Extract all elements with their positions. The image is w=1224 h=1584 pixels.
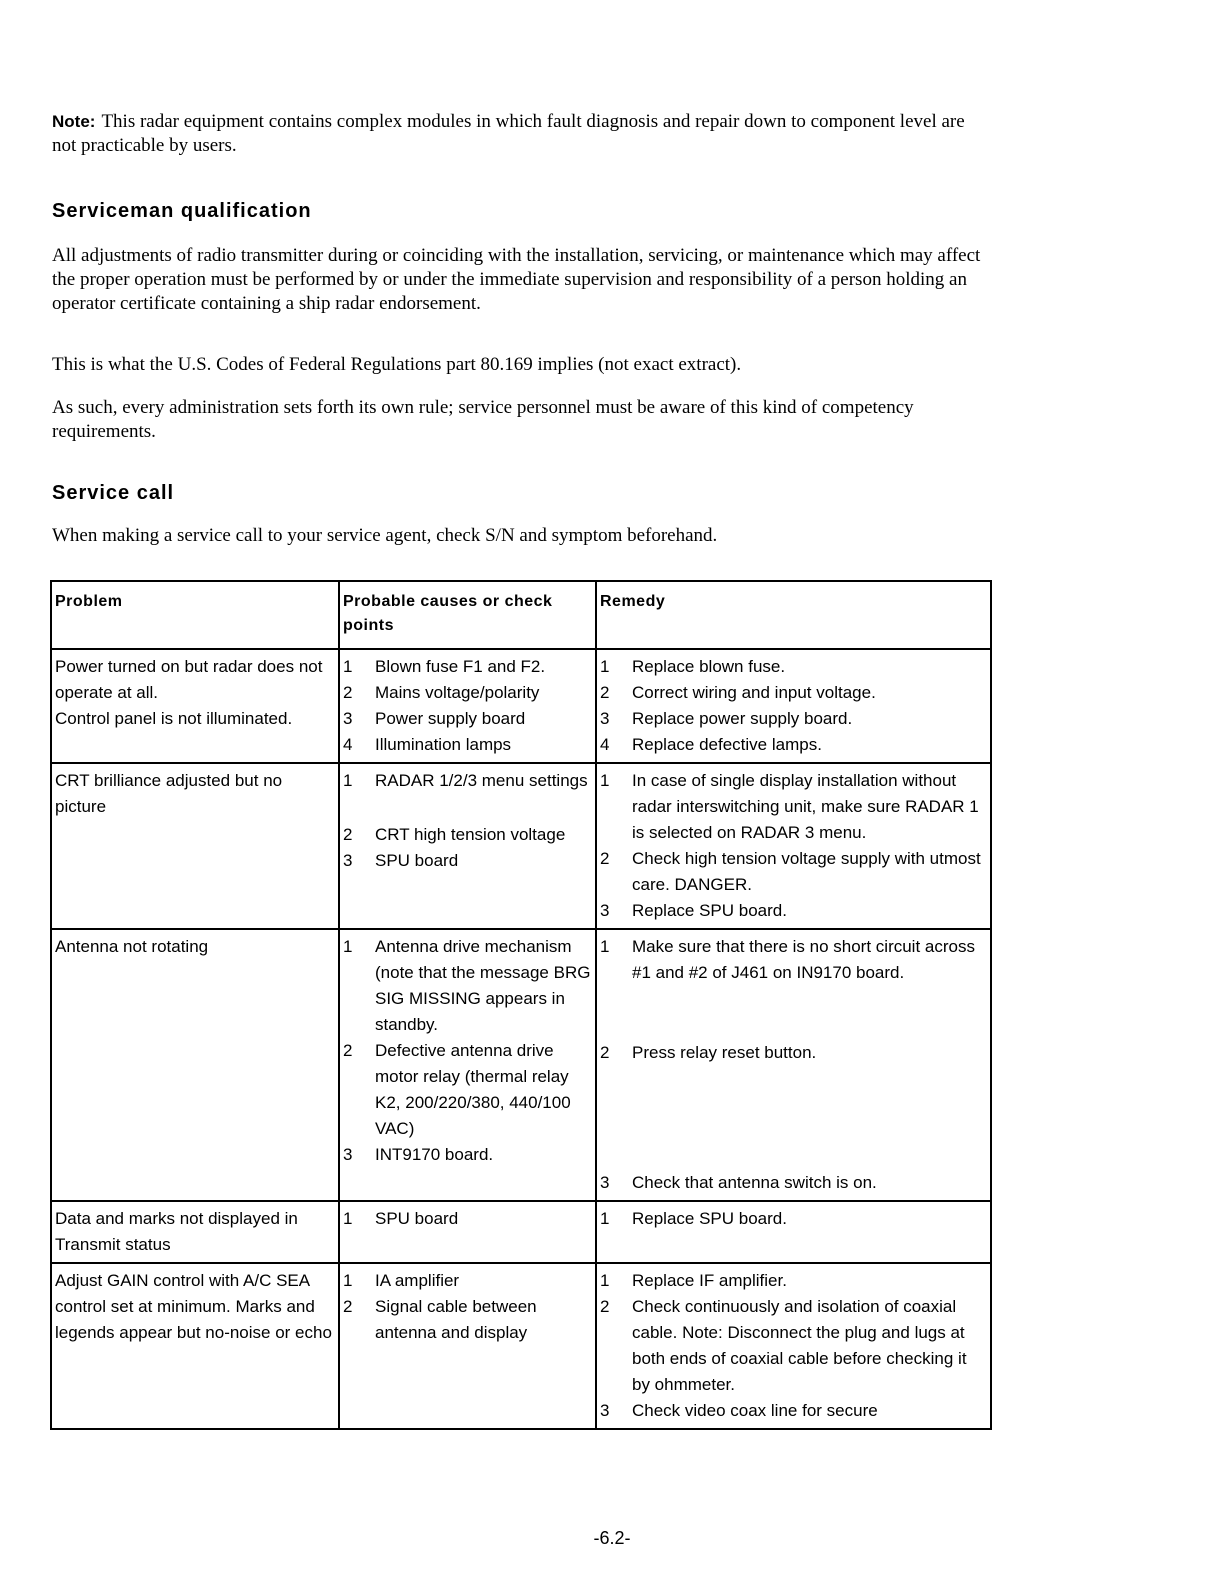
remedy-item [600,1206,987,1232]
problem-text: Adjust GAIN control with A/C SEA control set at minimum. Marks and legends appear but no-noise or echo [55,1271,332,1342]
remedy-item [600,768,987,846]
cause-item [343,768,592,794]
remedy-text: Correct wiring and input voltage. [632,683,876,702]
remedy-cell [596,929,991,1201]
remedy-item [600,654,987,680]
remedy-item [600,934,987,986]
remedy-text: Check continuously and isolation of coaxial cable. Note: Disconnect the plug and lugs at both ends of coaxial cable before checking it by ohmmeter. [632,1297,967,1394]
remedy-item [600,732,987,758]
remedy-number: 2 [600,849,610,868]
cause-number: 1 [343,1209,353,1228]
table-row [51,929,991,1201]
cause-text: Mains voltage/polarity [375,683,540,702]
problem-text: CRT brilliance adjusted but no picture [55,771,283,816]
cause-item [343,1294,592,1346]
cause-number: 2 [343,1297,353,1316]
cause-item [343,848,592,874]
remedy-text: Replace defective lamps. [632,735,822,754]
qualification-paragraph-1: All adjustments of radio transmitter during or coinciding with the installation, servicing, or maintenance which may affect the proper operation must be performed by or under the immediate supervision and responsibility of a person holding an operator certificate containing a ship radar endorsement. [52,245,981,314]
remedy-cell [596,649,991,763]
cause-number: 1 [343,771,353,790]
cause-item [343,680,592,706]
cause-item [343,1268,592,1294]
note-paragraph [52,110,992,158]
cause-item [343,732,592,758]
table-header-row [51,581,991,649]
serviceman-qualification-heading: Serviceman qualification [52,200,312,222]
remedy-number: 1 [600,771,610,790]
remedy-number: 1 [600,1271,610,1290]
note-text: This radar equipment contains complex modules in which fault diagnosis and repair down to component level are not practicable by users. [52,111,965,156]
cause-text: Signal cable between antenna and display [375,1297,537,1342]
remedy-number: 1 [600,937,610,956]
cause-text: Antenna drive mechanism (note that the message BRG SIG MISSING appears in standby. [375,937,591,1034]
cause-number: 3 [343,1145,353,1164]
cause-text: SPU board [375,1209,459,1228]
remedy-number: 1 [600,657,610,676]
remedy-item [600,1170,987,1196]
remedy-cell [596,1201,991,1263]
cause-number: 1 [343,937,353,956]
remedy-number: 3 [600,1173,610,1192]
cause-number: 4 [343,735,353,754]
problem-cell [51,929,339,1201]
qualification-paragraph-3: As such, every administration sets forth its own rule; service personnel must be aware of this kind of competency requirements. [52,397,914,442]
header-remedy: Remedy [596,581,991,649]
remedy-text: Check that antenna switch is on. [632,1173,877,1192]
qualification-paragraph-2: This is what the U.S. Codes of Federal Regulations part 80.169 implies (not exact extract). [52,354,742,375]
note-label: Note: [52,112,96,131]
problem-cell [51,763,339,929]
remedy-number: 3 [600,709,610,728]
remedy-number: 1 [600,1209,610,1228]
spacer [343,794,592,822]
causes-cell [339,1263,596,1429]
header-problem: Problem [51,581,339,649]
spacer [600,986,987,1040]
problem-text: Power turned on but radar does not operate at all. [55,657,323,702]
cause-item [343,1142,592,1168]
remedy-number: 3 [600,1401,610,1420]
remedy-text: Make sure that there is no short circuit across #1 and #2 of J461 on IN9170 board. [632,937,975,982]
cause-text: Illumination lamps [375,735,512,754]
remedy-item [600,1294,987,1398]
remedy-number: 4 [600,735,610,754]
remedy-number: 3 [600,901,610,920]
remedy-text: Check high tension voltage supply with utmost care. DANGER. [632,849,981,894]
causes-cell [339,763,596,929]
cause-item [343,654,592,680]
remedy-text: Replace blown fuse. [632,657,786,676]
problem-text: Antenna not rotating [55,937,209,956]
cause-text: CRT high tension voltage [375,825,566,844]
table-row [51,649,991,763]
cause-text: Blown fuse F1 and F2. [375,657,546,676]
cause-text: Defective antenna drive motor relay (thermal relay K2, 200/220/380, 440/100 VAC) [375,1041,571,1138]
causes-cell [339,1201,596,1263]
cause-number: 2 [343,1041,353,1060]
cause-item [343,1206,592,1232]
table-row [51,763,991,929]
remedy-item [600,898,987,924]
cause-item [343,822,592,848]
table-row [51,1201,991,1263]
spacer [600,1066,987,1170]
remedy-number: 2 [600,1043,610,1062]
causes-cell [339,649,596,763]
cause-item [343,1038,592,1142]
remedy-text: Press relay reset button. [632,1043,817,1062]
problem-cell [51,649,339,763]
remedy-cell [596,1263,991,1429]
remedy-cell [596,763,991,929]
cause-number: 2 [343,683,353,702]
problem-text: Data and marks not displayed in Transmit status [55,1209,298,1254]
service-call-intro: When making a service call to your service agent, check S/N and symptom beforehand. [52,525,718,546]
remedy-item [600,706,987,732]
cause-item [343,934,592,1038]
page-number: -6.2- [593,1528,631,1548]
cause-number: 3 [343,709,353,728]
remedy-item [600,1268,987,1294]
service-call-heading: Service call [52,482,175,504]
cause-item [343,706,592,732]
remedy-item [600,1398,987,1424]
remedy-number: 2 [600,1297,610,1316]
remedy-item [600,680,987,706]
troubleshooting-table [50,580,992,1430]
header-causes: Probable causes or check points [339,581,596,649]
cause-number: 2 [343,825,353,844]
cause-number: 3 [343,851,353,870]
cause-text: IA amplifier [375,1271,460,1290]
remedy-text: Replace SPU board. [632,1209,787,1228]
remedy-text: Replace SPU board. [632,901,787,920]
cause-text: Power supply board [375,709,526,728]
remedy-text: In case of single display installation without radar interswitching unit, make sure RADAR 1 is selected on RADAR 3 menu. [632,771,979,842]
cause-text: RADAR 1/2/3 menu settings [375,771,588,790]
remedy-item [600,1040,987,1066]
remedy-text: Replace power supply board. [632,709,853,728]
table-row [51,1263,991,1429]
causes-cell [339,929,596,1201]
remedy-text: Replace IF amplifier. [632,1271,787,1290]
cause-number: 1 [343,657,353,676]
remedy-item [600,846,987,898]
problem-text: Control panel is not illuminated. [55,709,293,728]
problem-cell [51,1263,339,1429]
cause-text: SPU board [375,851,459,870]
cause-number: 1 [343,1271,353,1290]
remedy-text: Check video coax line for secure [632,1401,878,1420]
problem-cell [51,1201,339,1263]
remedy-number: 2 [600,683,610,702]
cause-text: INT9170 board. [375,1145,494,1164]
